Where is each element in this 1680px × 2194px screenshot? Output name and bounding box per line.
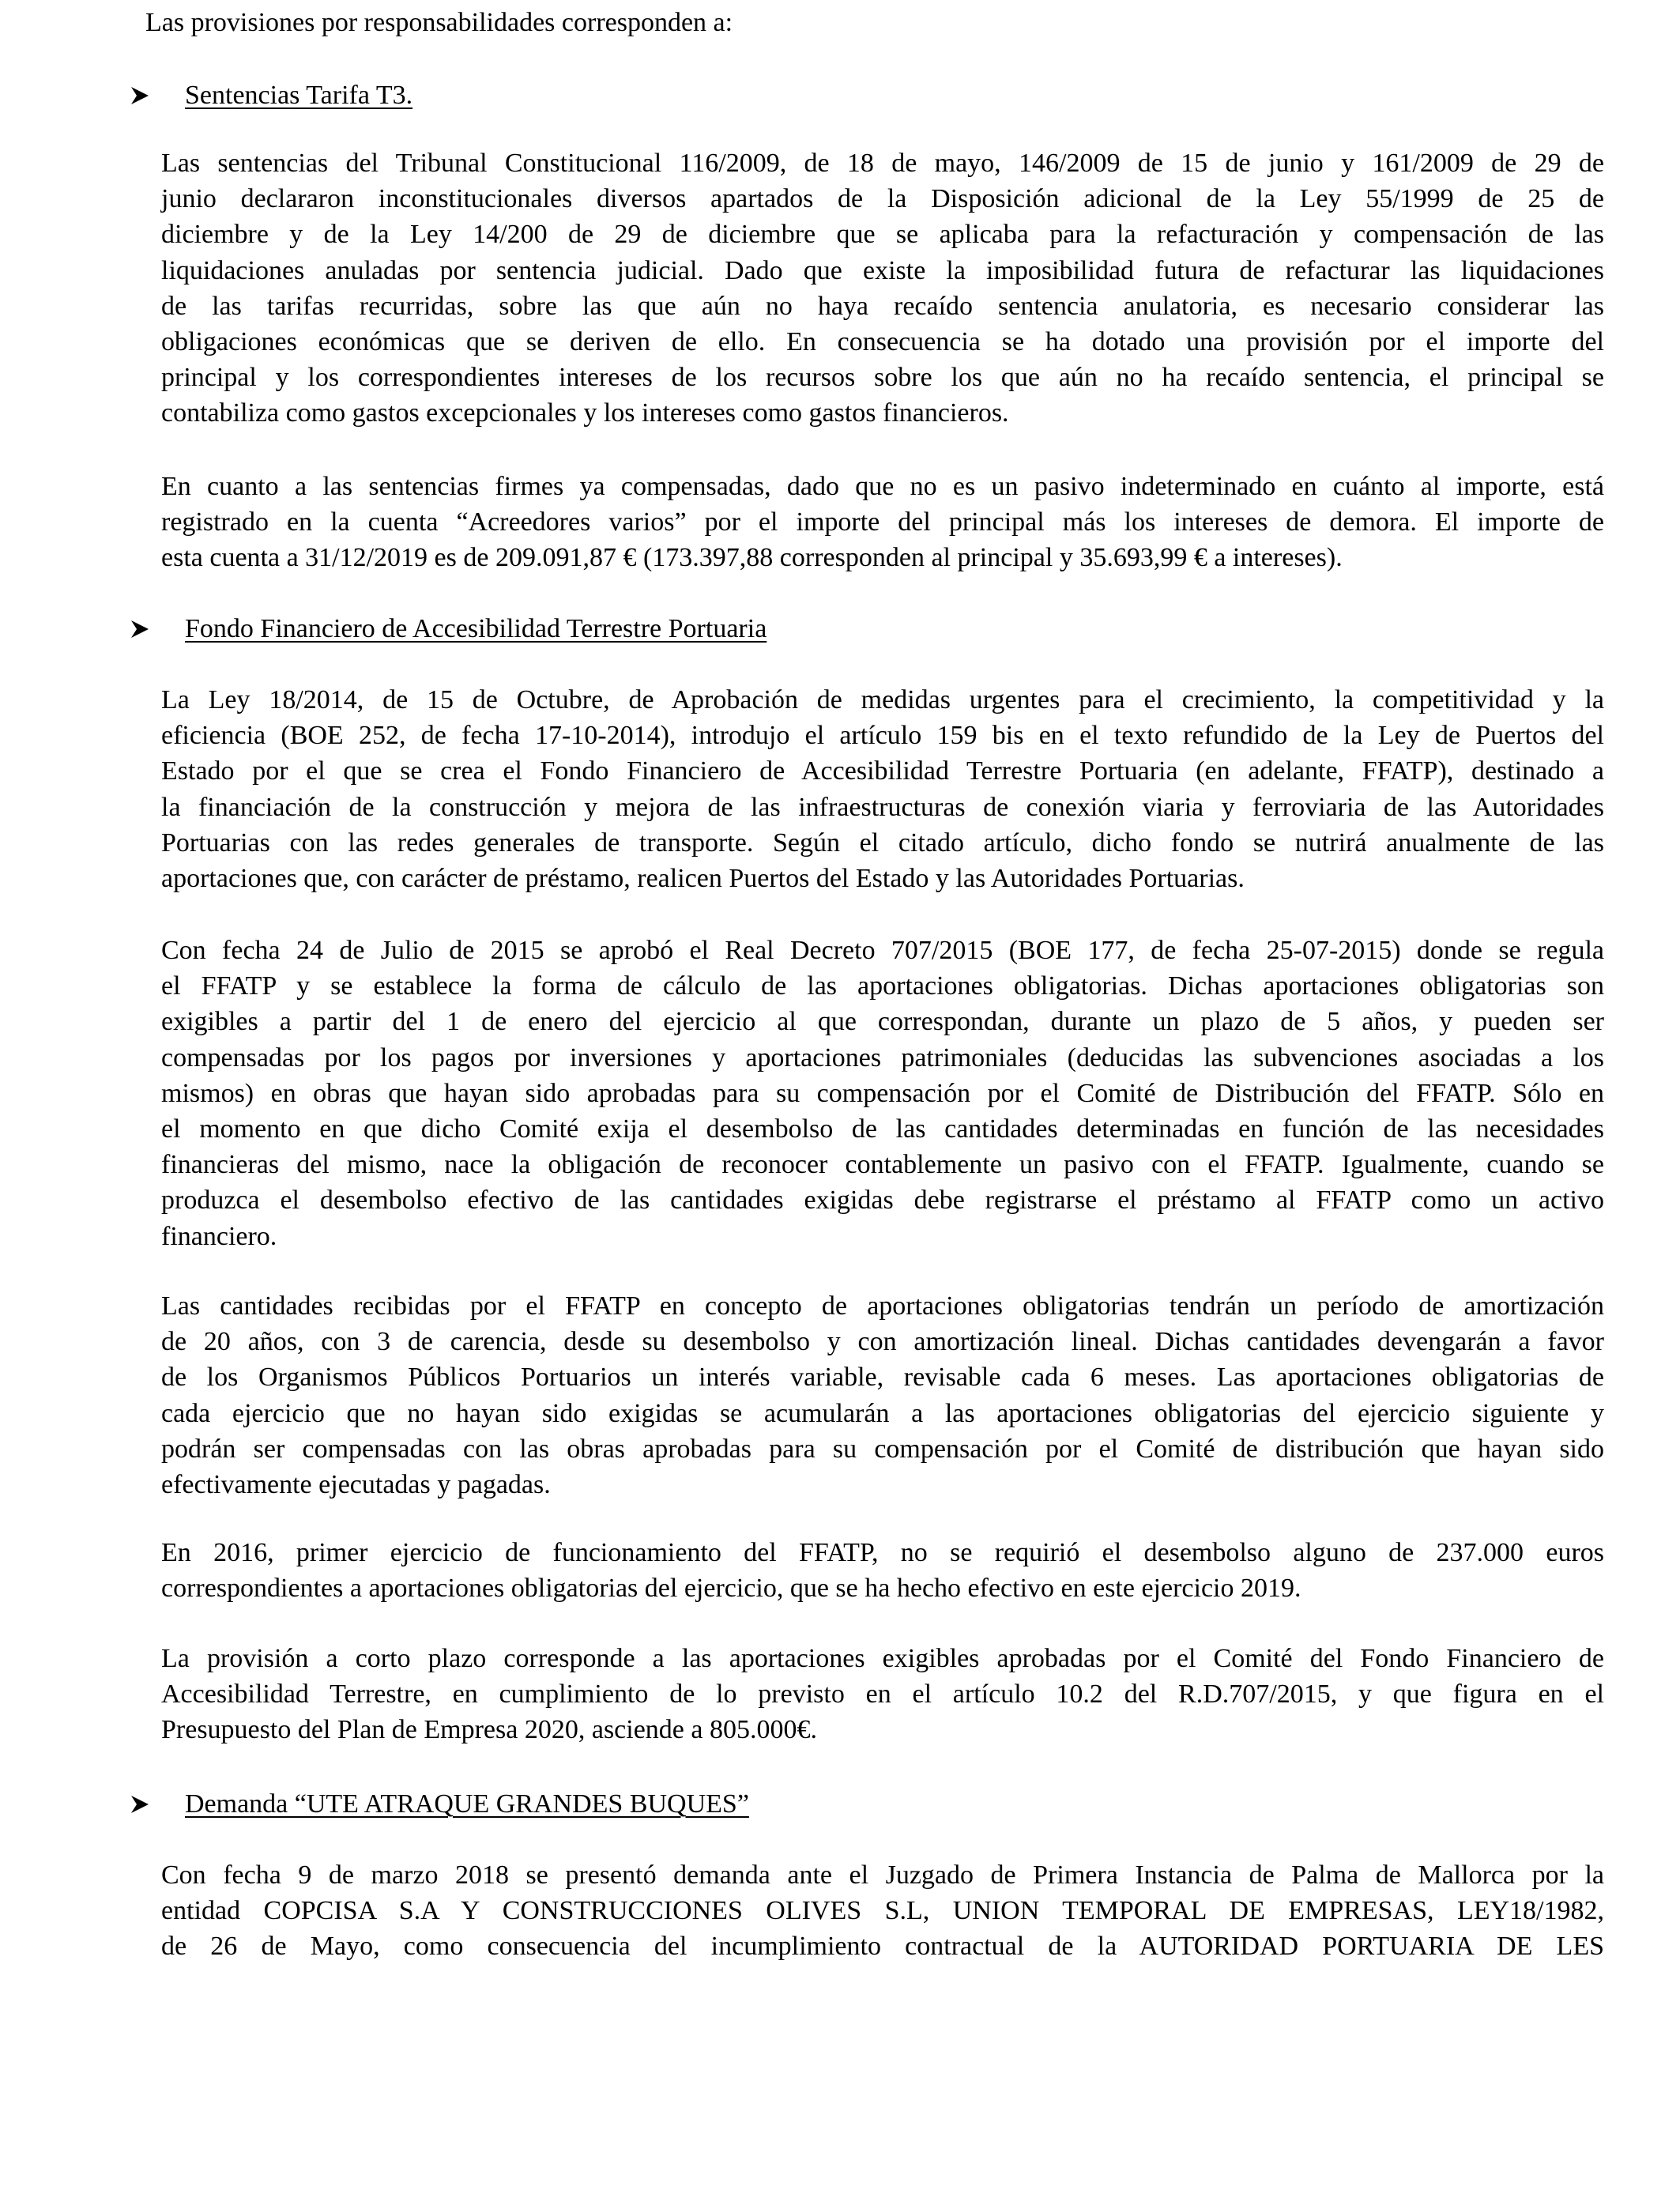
text-line: Las cantidades recibidas por el FFATP en concepto de aportaciones obligatorias tendrán un período de amortización [161, 1291, 1604, 1321]
text-line: esta cuenta a 31/12/2019 es de 209.091,87 € (173.397,88 corresponden al principal y 35.693,99 € a intereses). [161, 543, 1343, 573]
text-line: obligaciones económicas que se deriven de ello. En consecuencia se ha dotado una provisión por el importe del [161, 327, 1604, 357]
text-line: principal y los correspondientes intereses de los recursos sobre los que aún no ha recaído sentencia, el principal se [161, 363, 1604, 393]
paragraph-tarifa-t3-1 [161, 145, 1604, 432]
section-heading-text: Demanda “UTE ATRAQUE GRANDES BUQUES” [185, 1789, 749, 1819]
intro-text: Las provisiones por responsabilidades corresponden a: [145, 8, 733, 37]
text-line: compensadas por los pagos por inversiones y aportaciones patrimoniales (deducidas las subvenciones asociadas a los [161, 1042, 1604, 1072]
paragraph-demanda-ute-1 [161, 1857, 1604, 1965]
text-line: cada ejercicio que no hayan sido exigidas se acumularán a las aportaciones obligatorias del ejercicio siguiente y [161, 1398, 1604, 1428]
text-line: financiero. [161, 1221, 277, 1251]
text-line: liquidaciones anuladas por sentencia judicial. Dado que existe la imposibilidad futura de refacturar las liquidaciones [161, 255, 1604, 285]
arrow-bullet-icon [130, 619, 185, 639]
text-line: aportaciones que, con carácter de préstamo, realicen Puertos del Estado y las Autoridades Portuarias. [161, 864, 1245, 894]
text-line: Con fecha 9 de marzo 2018 se presentó demanda ante el Juzgado de Primera Instancia de Palma de Mallorca por la [161, 1860, 1604, 1890]
text-line: Presupuesto del Plan de Empresa 2020, asciende a 805.000€. [161, 1715, 817, 1745]
text-line: Portuarias con las redes generales de transporte. Según el citado artículo, dicho fondo se nutrirá anualmente de las [161, 827, 1604, 858]
text-line: entidad COPCISA S.A Y CONSTRUCCIONES OLIVES S.L, UNION TEMPORAL DE EMPRESAS, LEY18/1982, [161, 1896, 1604, 1926]
text-line: de las tarifas recurridas, sobre las que aún no haya recaído sentencia anulatoria, es necesario considerar las [161, 291, 1604, 321]
text-line: junio declararon inconstitucionales diversos apartados de la Disposición adicional de la Ley 55/1999 de 25 de [161, 184, 1604, 214]
paragraph-ffatp-4 [161, 1535, 1604, 1606]
text-line: efectivamente ejecutadas y pagadas. [161, 1470, 551, 1500]
paragraph-tarifa-t3-2 [161, 469, 1604, 576]
section-heading-text: Sentencias Tarifa T3. [185, 81, 413, 110]
arrow-bullet-icon [130, 1794, 185, 1815]
text-line: exigibles a partir del 1 de enero del ejercicio al que correspondan, durante un plazo de 5 años, y pueden ser [161, 1007, 1604, 1037]
text-line: La Ley 18/2014, de 15 de Octubre, de Aprobación de medidas urgentes para el crecimiento, la competitividad y la [161, 685, 1604, 714]
text-line: eficiencia (BOE 252, de fecha 17-10-2014), introdujo el artículo 159 bis en el texto refundido de la Ley de Puertos del [161, 721, 1604, 751]
text-line: la financiación de la construcción y mejora de las infraestructuras de conexión viaria y ferroviaria de las Autoridades [161, 792, 1604, 822]
text-line: En cuanto a las sentencias firmes ya compensadas, dado que no es un pasivo indeterminado en cuánto al importe, está [161, 472, 1604, 501]
section-heading-demanda-ute [130, 1786, 749, 1822]
text-line: el FFATP y se establece la forma de cálculo de las aportaciones obligatorias. Dichas aportaciones obligatorias son [161, 971, 1604, 1001]
section-heading-ffatp [130, 611, 767, 647]
text-line: En 2016, primer ejercicio de funcionamiento del FFATP, no se requirió el desembolso alguno de 237.000 euros [161, 1538, 1604, 1567]
text-line: correspondientes a aportaciones obligatorias del ejercicio, que se ha hecho efectivo en este ejercicio 2019. [161, 1574, 1301, 1604]
text-line: de 26 de Mayo, como consecuencia del incumplimiento contractual de la AUTORIDAD PORTUARIA DE LES [161, 1932, 1604, 1962]
text-line: La provisión a corto plazo corresponde a las aportaciones exigibles aprobadas por el Comité del Fondo Financiero de [161, 1644, 1604, 1673]
text-line: diciembre y de la Ley 14/200 de 29 de diciembre que se aplicaba para la refacturación y compensación de las [161, 220, 1604, 250]
text-line: de los Organismos Públicos Portuarios un interés variable, revisable cada 6 meses. Las aportaciones obligatorias de [161, 1363, 1604, 1393]
text-line: produzca el desembolso efectivo de las cantidades exigidas debe registrarse el préstamo al FFATP como un activo [161, 1186, 1604, 1216]
paragraph-ffatp-3 [161, 1288, 1604, 1502]
text-line: podrán ser compensadas con las obras aprobadas para su compensación por el Comité de distribución que hayan sido [161, 1434, 1604, 1464]
text-line: Estado por el que se crea el Fondo Financiero de Accesibilidad Terrestre Portuaria (en adelante, FFATP), destinado a [161, 756, 1604, 786]
text-line: Las sentencias del Tribunal Constitucional 116/2009, de 18 de mayo, 146/2009 de 15 de junio y 161/2009 de 29 de [161, 149, 1604, 178]
text-line: Con fecha 24 de Julio de 2015 se aprobó el Real Decreto 707/2015 (BOE 177, de fecha 25-07-2015) donde se regula [161, 936, 1604, 965]
text-line: de 20 años, con 3 de carencia, desde su desembolso y con amortización lineal. Dichas cantidades devengarán a favor [161, 1327, 1604, 1357]
paragraph-ffatp-1 [161, 682, 1604, 896]
paragraph-ffatp-2 [161, 933, 1604, 1254]
section-heading-text: Fondo Financiero de Accesibilidad Terrestre Portuaria [185, 614, 767, 643]
text-line: Accesibilidad Terrestre, en cumplimiento de lo previsto en el artículo 10.2 del R.D.707/2015, y que figura en el [161, 1679, 1604, 1710]
arrow-bullet-icon [130, 85, 185, 106]
text-line: financieras del mismo, nace la obligación de reconocer contablemente un pasivo con el FFATP. Igualmente, cuando se [161, 1150, 1604, 1180]
text-line: contabiliza como gastos excepcionales y los intereses como gastos financieros. [161, 398, 1009, 428]
section-heading-tarifa-t3 [130, 77, 412, 113]
text-line: mismos) en obras que hayan sido aprobadas para su compensación por el Comité de Distribución del FFATP. Sólo en [161, 1078, 1604, 1108]
paragraph-ffatp-5 [161, 1641, 1604, 1748]
text-line: el momento en que dicho Comité exija el desembolso de las cantidades determinadas en función de las necesidades [161, 1114, 1604, 1144]
text-line: registrado en la cuenta “Acreedores varios” por el importe del principal más los intereses de demora. El importe de [161, 507, 1604, 537]
